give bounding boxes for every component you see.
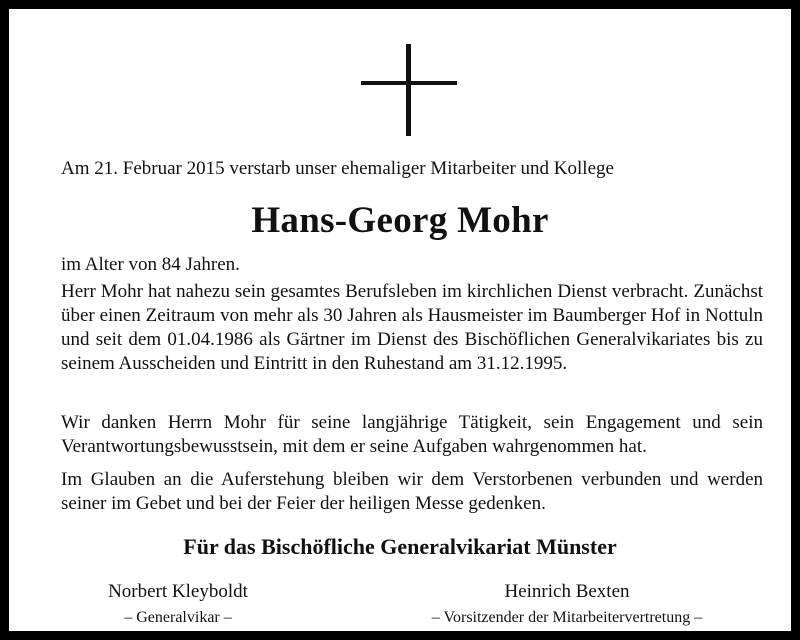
cross-icon [361,44,457,136]
faith-paragraph: Im Glauben an die Auferstehung bleiben wir dem Verstorbenen verbunden und werden seiner im Gebet und bei der Feier der heiligen Messe gedenken. [61,469,763,514]
signatory-right [389,579,745,631]
career-paragraph: Herr Mohr hat nahezu sein gesamtes Berufsleben im kirchlichen Dienst verbracht. Zunächst über einen Zeitraum von mehr als 30 Jahren als Hausmeister im Baumberger Hof in Nottuln und seit dem 01.04.1986 als Gärtner im Dienst des Bischöflichen Generalvikariates bis zu seinem Ausscheiden und Eintritt in den Ruhestand am 31.12.1995. [61,281,763,374]
signatory-role: – Vorsitzender der Mitarbeitervertretung – [431,609,703,626]
organization-line: Für das Bischöfliche Generalvikariat Münster [183,534,617,559]
age-text: im Alter von 84 Jahren. [61,254,240,275]
signatory-left [61,579,295,631]
signatory-name: Norbert Kleyboldt [108,581,248,602]
intro-text: Am 21. Februar 2015 verstarb unser ehemaliger Mitarbeiter und Kollege [61,158,614,179]
thanks-paragraph: Wir danken Herrn Mohr für seine langjährige Tätigkeit, sein Engagement und sein Verantwortungsbewusstsein, mit dem er seine Aufgaben wahrgenommen hat. [61,412,763,457]
signatory-role: – Generalvikar – [124,609,232,626]
signatory-name: Heinrich Bexten [504,581,630,602]
deceased-name: Hans-Georg Mohr [251,200,549,241]
